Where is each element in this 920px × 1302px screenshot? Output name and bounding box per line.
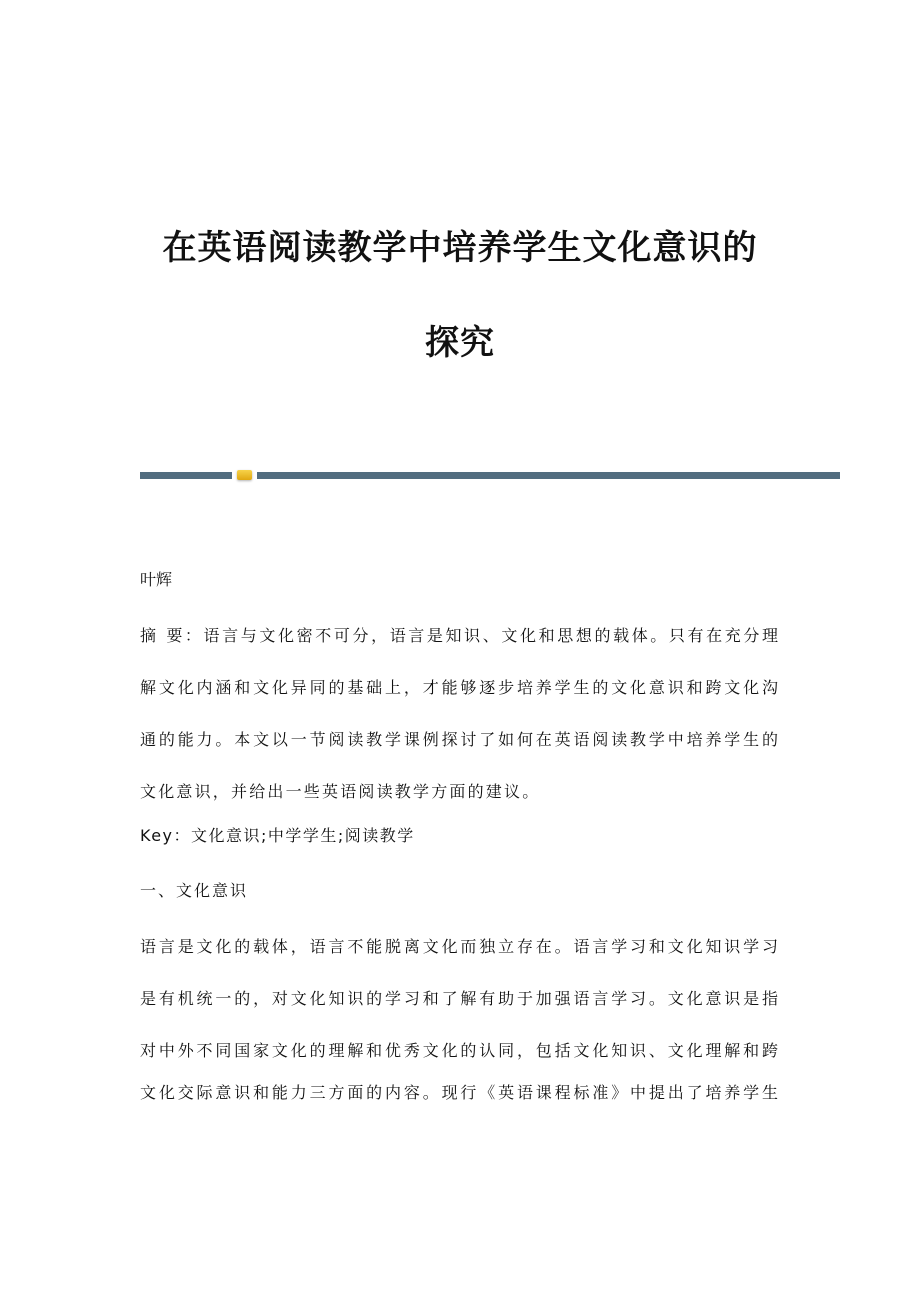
body-line: 文化交际意识和能力三方面的内容。现行《英语课程标准》中提出了培养学生 [140, 1083, 778, 1102]
author: 叶辉 [140, 570, 173, 589]
abstract-line: 摘 要：语言与文化密不可分，语言是知识、文化和思想的载体。只有在充分理 [140, 626, 778, 645]
abstract-line: 解文化内涵和文化异同的基础上，才能够逐步培养学生的文化意识和跨文化沟 [140, 678, 778, 697]
section-heading: 一、文化意识 [140, 881, 249, 900]
abstract-line: 文化意识，并给出一些英语阅读教学方面的建议。 [140, 782, 541, 801]
body-line: 对中外不同国家文化的理解和优秀文化的认同，包括文化知识、文化理解和跨 [140, 1041, 778, 1060]
body-line: 是有机统一的，对文化知识的学习和了解有助于加强语言学习。文化意识是指 [140, 989, 778, 1008]
keywords: Key：文化意识;中学学生;阅读教学 [140, 826, 415, 845]
divider-ornament-icon [237, 470, 252, 480]
title-line-1: 在英语阅读教学中培养学生文化意识的 [162, 228, 758, 268]
divider-right [257, 472, 840, 479]
abstract-line: 通的能力。本文以一节阅读教学课例探讨了如何在英语阅读教学中培养学生的 [140, 730, 778, 749]
divider-left [140, 472, 232, 479]
title-line-2: 探究 [425, 323, 495, 363]
body-line: 语言是文化的载体，语言不能脱离文化而独立存在。语言学习和文化知识学习 [140, 937, 778, 956]
